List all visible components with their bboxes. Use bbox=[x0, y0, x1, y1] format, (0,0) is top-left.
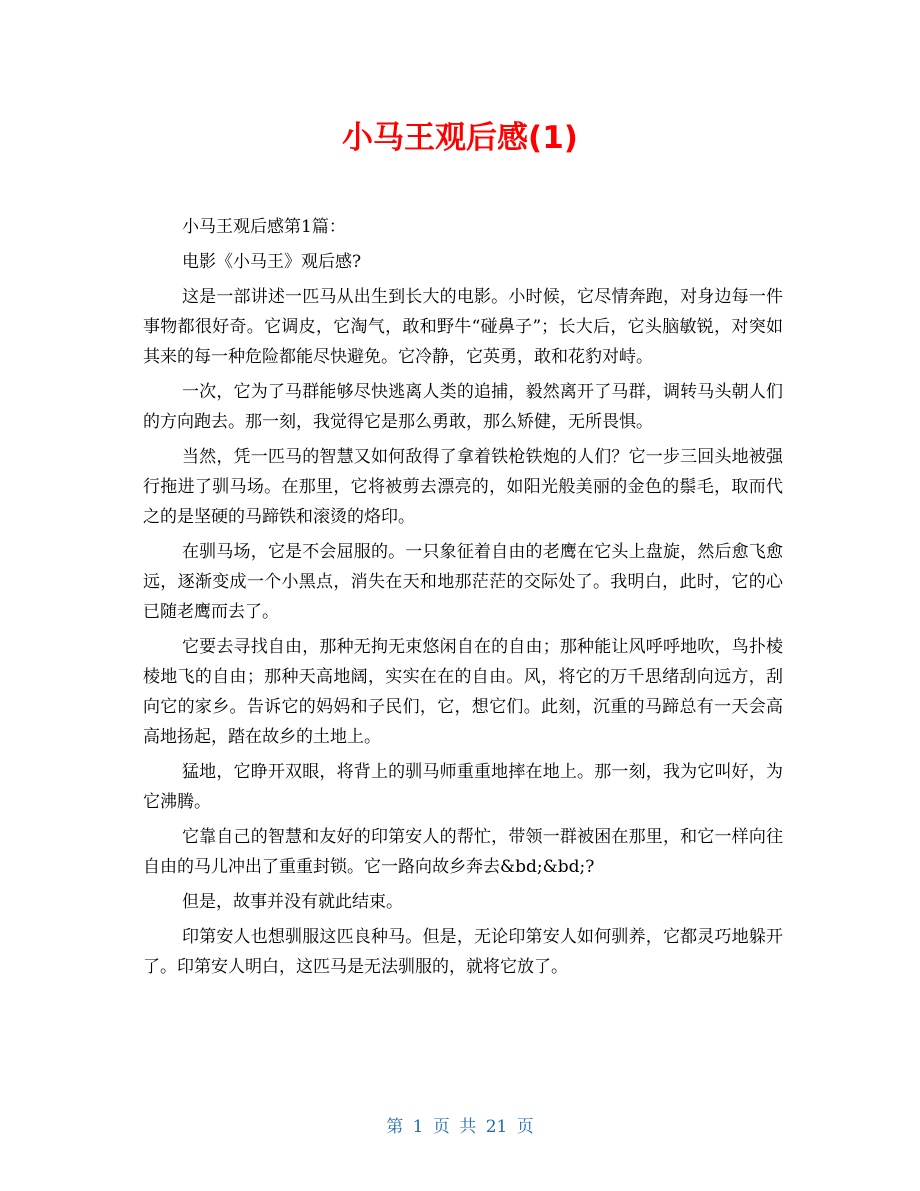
page-number-footer: 第 1 页 共 21 页 bbox=[386, 1117, 534, 1137]
paragraph: 当然，凭一匹马的智慧又如何敌得了拿着铁枪铁炮的人们？它一步三回头地被强行拖进了驯马场。在那里，它将被剪去漂亮的，如阳光般美丽的金色的鬃毛，取而代之的是坚硬的马蹄铁和滚烫的烙印。 bbox=[143, 447, 783, 527]
page-title: 小马王观后感(1) bbox=[342, 120, 578, 156]
paragraph: 猛地，它睁开双眼，将背上的驯马师重重地摔在地上。那一刻，我为它叫好，为它沸腾。 bbox=[143, 762, 783, 812]
paragraph: 一次，它为了马群能够尽快逃离人类的追捕，毅然离开了马群，调转马头朝人们的方向跑去。那一刻，我觉得它是那么勇敢，那么矫健，无所畏惧。 bbox=[143, 382, 783, 432]
paragraph: 这是一部讲述一匹马从出生到长大的电影。小时候，它尽情奔跑，对身边每一件事物都很好奇。它调皮，它淘气，敢和野牛“碰鼻子”；长大后，它头脑敏锐，对突如其来的每一种危险都能尽快避免。它冷静，它英勇，敢和花豹对峙。 bbox=[143, 287, 783, 367]
paragraph: 但是，故事并没有就此结束。 bbox=[182, 892, 403, 912]
paragraph-subtitle: 电影《小马王》观后感? bbox=[182, 252, 362, 272]
paragraph: 它靠自己的智慧和友好的印第安人的帮忙，带领一群被困在那里，和它一样向往自由的马儿冲出了重重封锁。它一路向故乡奔去&bd;&bd;? bbox=[143, 827, 783, 877]
paragraph: 在驯马场，它是不会屈服的。一只象征着自由的老鹰在它头上盘旋，然后愈飞愈远，逐渐变成一个小黑点，消失在天和地那茫茫的交际处了。我明白，此时，它的心已随老鹰而去了。 bbox=[143, 542, 783, 622]
paragraph-heading: 小马王观后感第1篇： bbox=[182, 217, 346, 237]
document-body bbox=[143, 212, 783, 987]
paragraph: 印第安人也想驯服这匹良种马。但是，无论印第安人如何驯养，它都灵巧地躲开了。印第安人明白，这匹马是无法驯服的，就将它放了。 bbox=[143, 927, 783, 977]
paragraph: 它要去寻找自由，那种无拘无束悠闲自在的自由；那种能让风呼呼地吹，鸟扑棱棱地飞的自由；那种天高地阔，实实在在的自由。风，将它的万千思绪刮向远方，刮向它的家乡。告诉它的妈妈和子民们，它，想它们。此刻，沉重的马蹄总有一天会高高地扬起，踏在故乡的土地上。 bbox=[143, 637, 783, 747]
